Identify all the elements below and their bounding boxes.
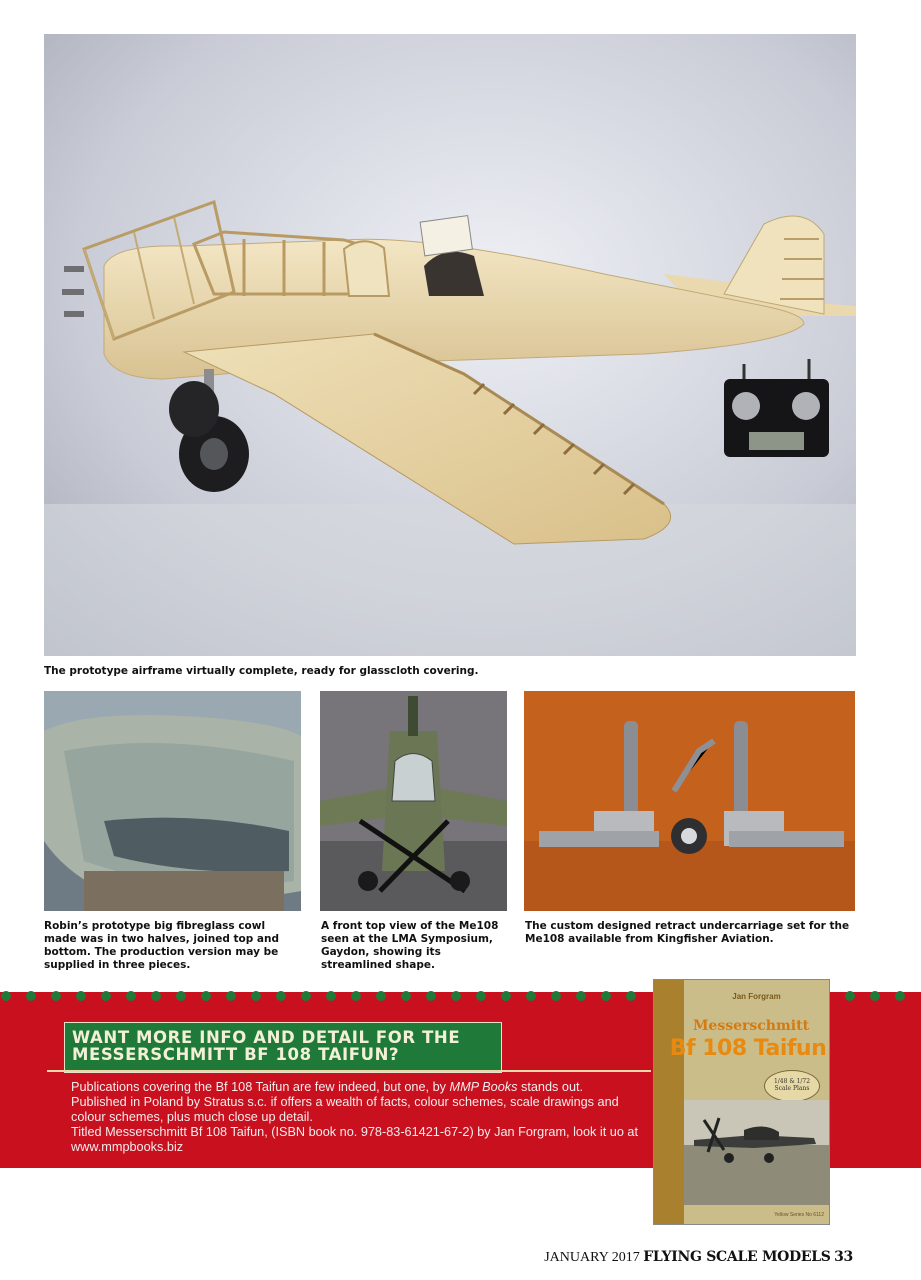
promo-body: [71, 1080, 646, 1155]
book-author: Jan Forgram: [732, 992, 781, 1001]
book-cover-photo: [684, 1100, 829, 1205]
book-title-line2: Bf 108 Taifun: [669, 1036, 827, 1061]
photo-retract-undercarriage: [524, 691, 855, 911]
caption-me108: A front top view of the Me108 seen at the LMA Symposium, Gaydon, showing its streamlined shape.: [321, 920, 499, 971]
book-scale-badge: [764, 1070, 820, 1102]
promo-para2: Published in Poland by Stratus s.c. if offers a wealth of facts, colour schemes, scale drawings and colour schemes, plus much close up detail.: [71, 1095, 619, 1124]
promo-para3: Titled Messerschmitt Bf 108 Taifun, (ISBN book no. 978-83-61421-67-2) by Jan Forgram, look it uo at www.mmpbooks.biz: [71, 1125, 638, 1154]
promo-heading-line2: MESSERSCHMITT BF 108 TAIFUN?: [72, 1045, 400, 1064]
footer-magazine: FLYING SCALE MODELS: [643, 1249, 831, 1265]
book-cover: [654, 980, 829, 1224]
main-photo-airframe: [44, 34, 856, 656]
publisher-name: MMP Books: [449, 1080, 518, 1094]
promo-heading-line1: WANT MORE INFO AND DETAIL FOR THE: [72, 1028, 461, 1047]
caption-undercarriage: The custom designed retract undercarriage set for the Me108 available from Kingfisher Aviation.: [525, 920, 850, 945]
promo-para1: Publications covering the Bf 108 Taifun are few indeed, but one, by MMP Books stands out.: [71, 1080, 584, 1094]
footer-page-number: 33: [834, 1249, 853, 1265]
footer-date: JANUARY 2017: [544, 1250, 640, 1265]
caption-main-photo: The prototype airframe virtually complete, ready for glasscloth covering.: [44, 665, 479, 677]
promo-rule: [47, 1070, 651, 1072]
book-scale-line2: Scale Plans: [774, 1085, 810, 1092]
photo-fibreglass-cowl: [44, 691, 301, 911]
book-series: Yellow Series No 6112: [774, 1212, 824, 1218]
caption-cowl: Robin’s prototype big fibreglass cowl made was in two halves, joined top and bottom. The production version may be supplied in three pieces.: [44, 920, 280, 971]
book-scale-line1: 1/48 & 1/72: [773, 1078, 811, 1085]
book-spine-stripe: [654, 980, 684, 1224]
promo-heading: [64, 1022, 502, 1073]
photo-me108-front: [320, 691, 507, 911]
book-title-line1: Messerschmitt: [692, 1018, 810, 1034]
page-footer: [544, 1249, 853, 1266]
